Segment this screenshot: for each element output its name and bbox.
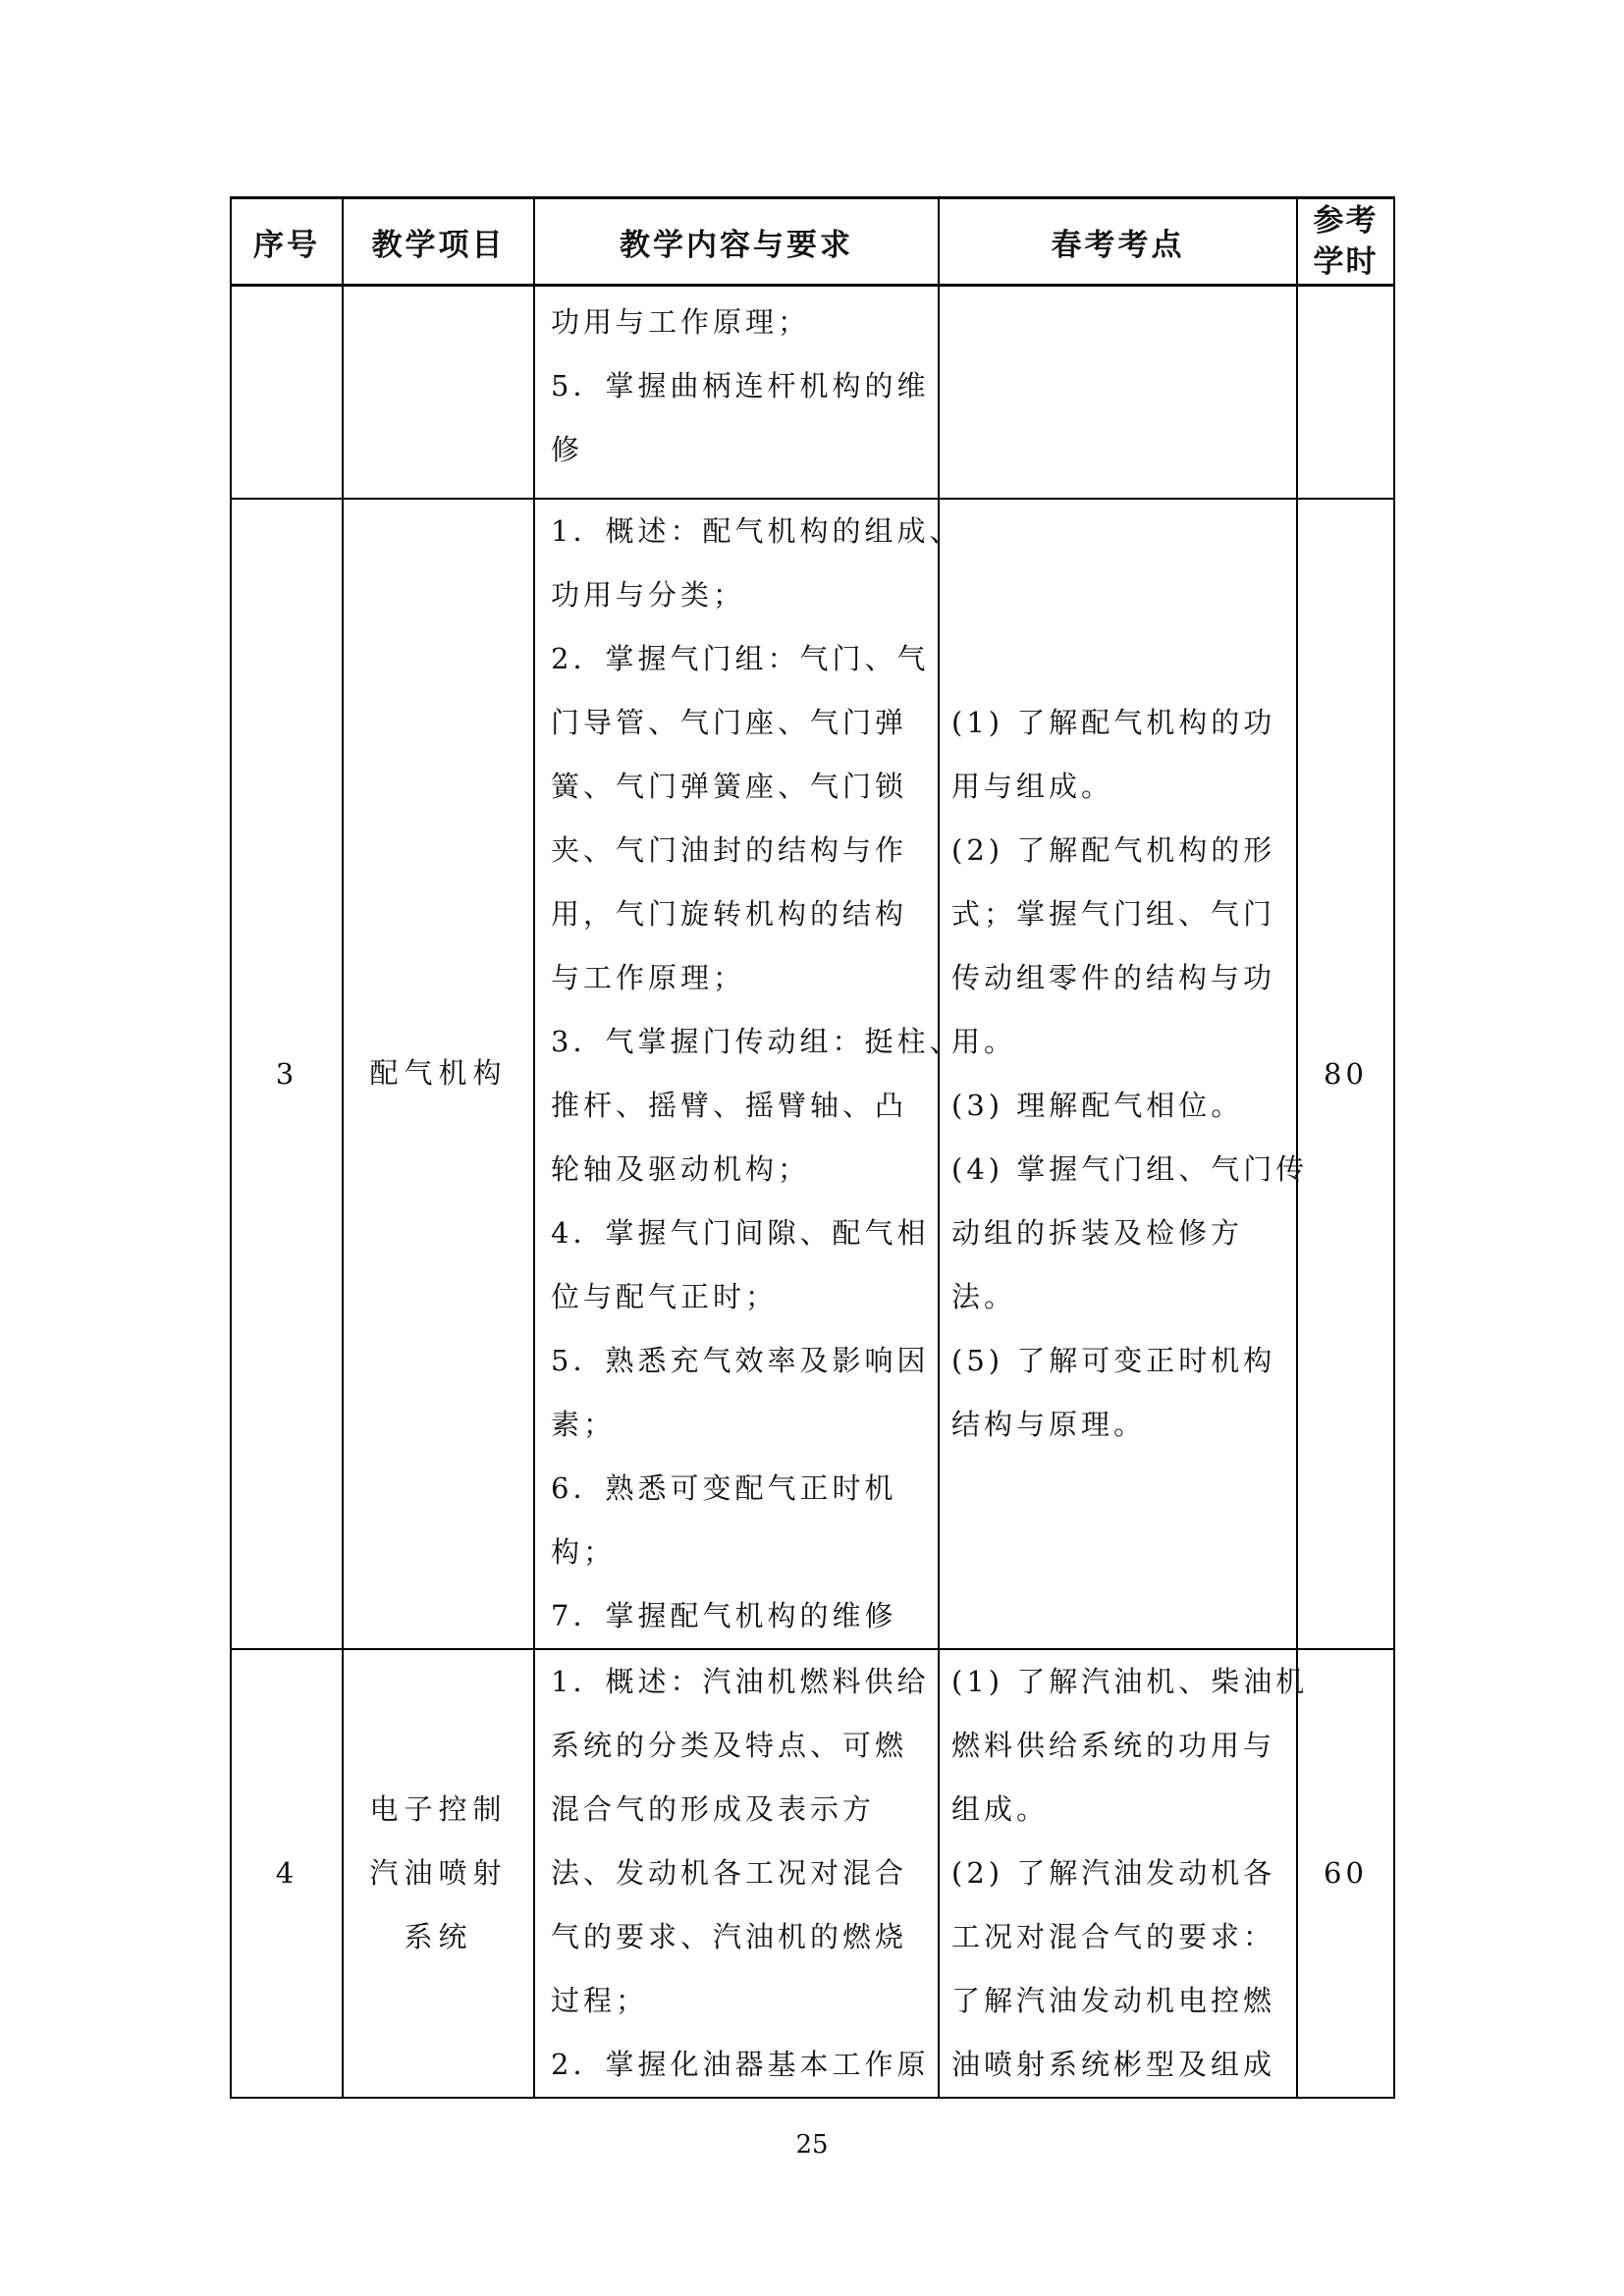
content-line: 与工作原理；: [551, 960, 746, 994]
point-line: 传动组零件的结构与功: [951, 960, 1276, 994]
content-line: 3．气掌握门传动组：挺柱、: [551, 1024, 962, 1058]
row-serial-number: 4: [231, 1649, 343, 2098]
content-line: 系统的分类及特点、可燃: [551, 1728, 908, 1762]
content-line: 7．掌握配气机构的维修: [551, 1598, 897, 1632]
point-line: (1) 了解配气机构的功: [951, 705, 1276, 739]
content-line: 门导管、气门座、气门弹: [551, 705, 908, 739]
content-line: 位与配气正时；: [551, 1279, 779, 1313]
table-header-row: [231, 198, 1394, 286]
row-reference-hours: [1297, 286, 1394, 499]
point-line: (1) 了解汽油机、柴油机: [951, 1664, 1309, 1698]
point-line: (2) 了解汽油发动机各: [951, 1855, 1276, 1890]
row-teaching-content: [534, 499, 962, 1649]
content-line: 5．熟悉充气效率及影响因: [551, 1343, 930, 1377]
point-line: (4) 掌握气门组、气门传: [951, 1151, 1309, 1186]
content-line: 过程；: [551, 1983, 649, 2017]
content-line: 修: [551, 433, 584, 466]
item-line: 电子控制: [369, 1791, 508, 1826]
item-line: 配气机构: [369, 1056, 508, 1090]
header-exam-points: 春考考点: [939, 198, 1297, 286]
content-line: 5．掌握曲柄连杆机构的维: [551, 369, 930, 402]
content-line: 功用与工作原理；: [551, 305, 811, 339]
content-line: 2．掌握气门组：气门、气: [551, 641, 930, 675]
content-line: 混合气的形成及表示方: [551, 1791, 876, 1826]
row-teaching-item: [343, 499, 534, 1649]
row-serial-number: [231, 286, 343, 499]
content-line: 推杆、摇臂、摇臂轴、凸: [551, 1088, 908, 1122]
point-line: (5) 了解可变正时机构: [951, 1343, 1276, 1377]
row-serial-number: 3: [231, 499, 343, 1649]
point-line: 用与组成。: [951, 769, 1114, 803]
row-reference-hours: 80: [1297, 499, 1394, 1649]
point-line: 式；掌握气门组、气门: [951, 896, 1276, 931]
point-line: 结构与原理。: [951, 1407, 1147, 1441]
content-line: 簧、气门弹簧座、气门锁: [551, 769, 908, 803]
point-line: 用。: [951, 1024, 1017, 1058]
point-line: 组成。: [951, 1791, 1050, 1826]
header-serial-number: 序号: [231, 198, 343, 286]
content-line: 功用与分类；: [551, 577, 746, 612]
row-reference-hours: 60: [1297, 1649, 1394, 2098]
content-line: 1．概述：汽油机燃料供给: [551, 1664, 930, 1698]
header-teaching-content: 教学内容与要求: [534, 198, 939, 286]
content-line: 轮轴及驱动机构；: [551, 1151, 811, 1186]
row-exam-points: [939, 286, 1297, 499]
table-row: [231, 286, 1394, 499]
row-teaching-item: [343, 286, 534, 499]
point-line: 法。: [951, 1279, 1017, 1313]
header-reference-hours: [1297, 198, 1394, 286]
point-line: 了解汽油发动机电控燃: [951, 1983, 1276, 2017]
content-line: 用，气门旋转机构的结构: [551, 896, 908, 931]
content-line: 6．熟悉可变配气正时机: [551, 1470, 897, 1505]
page-number: 25: [795, 2130, 829, 2160]
content-line: 构；: [551, 1534, 617, 1569]
row-exam-points: [939, 1649, 1309, 2098]
curriculum-table: [230, 196, 1395, 2099]
content-line: 1．概述：配气机构的组成、: [551, 513, 962, 548]
header-hours-line2: 学时: [1313, 244, 1379, 280]
header-hours-line1: 参考: [1313, 203, 1379, 239]
item-line: 系统: [404, 1919, 473, 1953]
point-line: 燃料供给系统的功用与: [951, 1728, 1276, 1762]
content-line: 夹、气门油封的结构与作: [551, 832, 908, 867]
row-teaching-content: [534, 1649, 939, 2098]
content-line: 法、发动机各工况对混合: [551, 1855, 908, 1890]
point-line: 工况对混合气的要求：: [951, 1919, 1276, 1953]
row-teaching-content: [534, 286, 939, 499]
content-line: 4．掌握气门间隙、配气相: [551, 1215, 930, 1250]
table-row: [231, 1649, 1394, 2098]
content-line: 2．掌握化油器基本工作原: [551, 2047, 930, 2081]
point-line: (2) 了解配气机构的形: [951, 832, 1276, 867]
table-row: [231, 499, 1394, 1649]
content-line: 素；: [551, 1407, 617, 1441]
point-line: 油喷射系统彬型及组成: [951, 2047, 1276, 2081]
point-line: (3) 理解配气相位。: [951, 1088, 1244, 1122]
content-line: 气的要求、汽油机的燃烧: [551, 1919, 908, 1953]
row-teaching-item: [343, 1649, 534, 2098]
point-line: 动组的拆装及检修方: [951, 1215, 1244, 1250]
header-teaching-item: 教学项目: [343, 198, 534, 286]
row-exam-points: [939, 499, 1309, 1649]
item-line: 汽油喷射: [369, 1855, 508, 1890]
